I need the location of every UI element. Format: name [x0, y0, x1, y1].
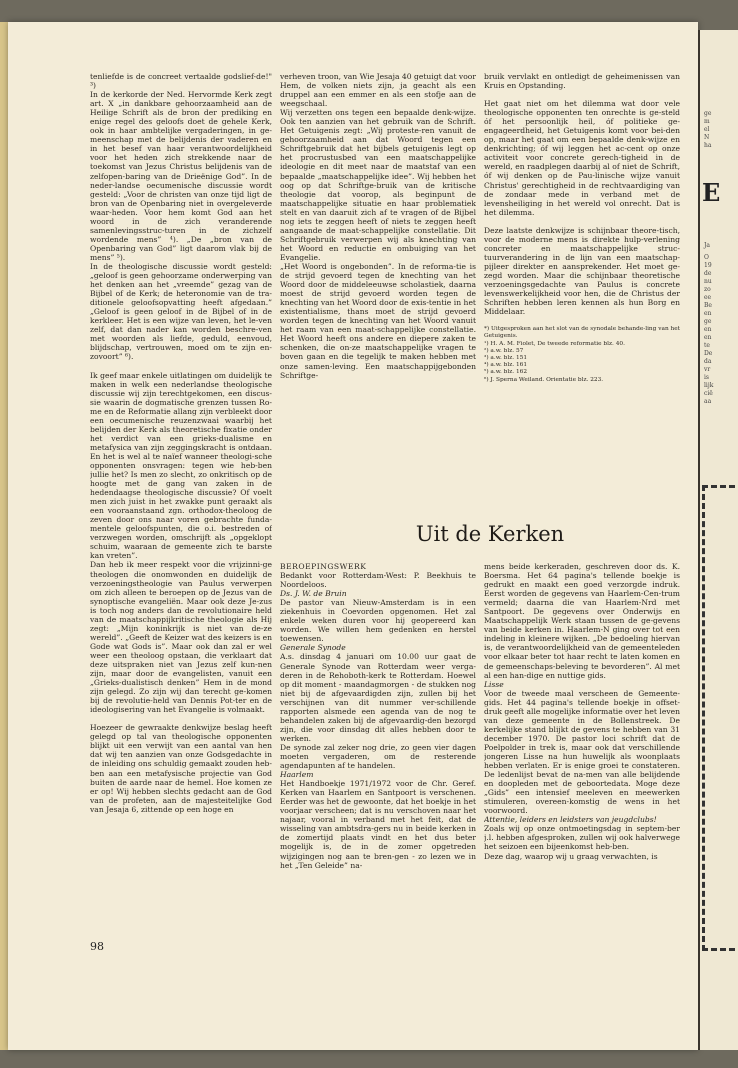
paragraph: „Het Woord is ongebonden”. In de reforma-tie is de strijd gevoerd tegen de knechting van het Woord door de middeleeuwse scholastiek, daarna moest de strijd gevoerd worden tegen de knechting van het Woord door de exis-tentie in het existentialisme, thans moet de strijd gevoerd worden tegen de knechting van het Woord vanuit het raam van een maat-schappelijke constellatie. Het Woord heeft ons andere en diepere zaken te schenken, die on-ze maatschappelijke vragen te boven gaan en die tegelijk te maken hebben met onze samen-leving. Een maatschappijgebonden Schriftge-: [280, 261, 476, 380]
text-fragment: ee: [704, 294, 712, 301]
paragraph: Deze laatste denkwijze is schijnbaar theore-tisch, voor de moderne mens is direkte hulp-verlening concreter en maatschappelijke struc-tuurverandering in de lijn van een maatschap-pijleer direkter en aansprekender. Het moet ge-zegd worden. Maar die schijnbaar theoretische verzoeningsgedachte van Paulus is concrete levenswerkelijkheid voor hen, die de Christus der Schriften hebben leren kennen als hun Borg en Middelaar.: [484, 225, 680, 317]
adjacent-page-edge: [698, 30, 738, 1050]
paragraph: Dan heb ik meer respekt voor die vrijzinni-ge theologen die onomwonden en duidelijk de verzoeningstheologie van Paulus verwerpen om zich alleen te beroepen op de Jezus van de synoptische evangeliën. Maar ook deze Je-zus is toch nog anders dan de revolutionaire held van de maatschappijkritische theologie als Hij zegt: „Mijn koninkrijk is niet van de-ze wereld”. „Geeft de Keizer wat des keizers is en Gode wat Gods is”. Maar ook dan zal er wel weer een theoloog opstaan, die verklaart dat deze uitspraken niet van Jezus zelf kun-nen zijn, maar door de evangelisten, vanuit een „Grieks-dualistisch denken” Hem in de mond zijn gelegd. Zo zijn wij dan terecht ge-komen bij de revolutie-held van Dennis Pot-ter en de ideologisering van het Evangelie is volmaakt.: [90, 560, 272, 715]
paragraph: In de kerkorde der Ned. Hervormde Kerk zegt art. X „in dankbare gehoorzaamheid aan de Heilige Schrift als de bron der prediking en enige regel des geloofs doet de gehele Kerk, ook in haar ambtelijke vergaderingen, in ge-meenschap met de belijdenis der vaderen en in het besef van haar verantwoordelijkheid voor het heden zich strekkende naar de toekomst van Jezus Christus belijdenis van de zelfopen-baring van de Drieënige God”. In de neder-landse oecumenische discussie wordt gesteld: „Voor de christen van onze tijd ligt de bron van de Openbaring niet in overgeleverde waar-heden. Voor hem komt God aan het woord in de zich veranderende samenlevingsstruc-turen in de zichzelf wordende mens” ⁴). „De „bron van de Openbaring van God” ligt daarom vlak bij de mens” ⁵).: [90, 90, 272, 262]
text-fragment: de: [704, 270, 712, 277]
text-fragment: De: [704, 350, 713, 357]
column-3: [484, 72, 680, 472]
text-fragment: en: [704, 326, 712, 333]
text-fragment: Ja: [704, 242, 710, 249]
footnote: ⁶) J. Sperna Weiland. Orientatie blz. 223.: [484, 376, 604, 383]
text-fragment: is: [704, 374, 709, 381]
paragraph: Voor de tweede maal verscheen de Gemeente-gids. Het 44 pagina's tellende boekje in offset-druk geeft alle mogelijke informatie over het leven van deze gemeente in de Bollenstreek. De kerkelijke stand blijkt de gevens te hebben van 31 december 1970. De pastor loci schrift dat de Poelpolder in trek is, maar ook dat verschillende jongeren Lisse na hun huwelijk als woonplaats hebben verlaten. Er is enige groei te constateren. De ledenlijst bevat de na-men van alle belijdende en doopleden met de geboortedata. Moge deze „Gids” een intensief meeleven en meewerken stimuleren, overeen-komstig de wens in het voorwoord.: [484, 688, 680, 816]
text-fragment: cië: [704, 390, 713, 397]
text-fragment: zo: [704, 286, 711, 293]
text-fragment: vr: [704, 366, 711, 373]
text-fragment: da: [704, 358, 712, 365]
paragraph: Zoals wij op onze ontmoetingsdag in septem-ber j.l. hebben afgesproken, zullen wij ook halverwege het seizoen een bijeenkomst heb-ben.: [484, 824, 680, 852]
column-2: [280, 72, 476, 472]
section-heading: BEROEPINGSWERK: [280, 562, 367, 571]
subheading: Generale Synode: [280, 643, 346, 653]
text-fragment: lijk: [704, 382, 714, 389]
column-5: [484, 562, 680, 934]
footnote: ³) a.w. blz. 151: [484, 354, 528, 361]
paragraph: Wij verzetten ons tegen een bepaalde denk-wijze. Ook ten aanzien van het gebruik van de Schrift. Het Getuigenis zegt: „Wij proteste-ren vanuit de gehoorzaamheid aan dat Woord tegen een Schriftgebruik dat het bijbels getuigenis legt op het procrustusbed van een maatschappelijke ideologie en dit meet naar de maatstaf van een bepaalde „maatschappelijke idee”. Wij hebben het oog op dat Schriftge-bruik van de kritische theologie dat voorop, als beginpunt de maatschappelijke situatie en haar problematiek stelt en van daaruit zich af te vragen of de Bijbel nog iets te zeggen heeft of niets te zeggen heeft aangaande de maat-schappelijke constellatie. Dit Schriftgebruik verwerpen wij als knechting van het Woord en reductie en ombuiging van het Evangelie.: [280, 108, 476, 262]
footnote: ²) a.w. blz. 57: [484, 347, 524, 354]
paragraph: Deze dag, waarop wij u graag verwachten, is: [484, 851, 658, 861]
text-fragment: N: [704, 134, 710, 141]
paragraph: De synode zal zeker nog drie, zo geen vier dagen moeten vergaderen, om de resterende agendapunten af te handelen.: [280, 742, 476, 771]
subheading: Haarlem: [280, 770, 314, 780]
subheading: Lisse: [484, 679, 504, 689]
footnote: ⁴) a.w. blz. 161: [484, 362, 528, 369]
footnote: ⁵) a.w. blz. 162: [484, 369, 528, 376]
paragraph: A.s. dinsdag 4 januari om 10.00 uur gaat de Generale Synode van Rotterdam weer verga-deren in de Rehoboth-kerk te Rotterdam. Hoewel op dit moment - maandagmorgen - de stukken nog niet bij de afgevaardigden zijn, zullen bij het verschijnen van dit nummer ver-schillende rapporten alsmede een agenda van de nog te behandelen zaken bij de afgevaardig-den bezorgd zijn, die voor dinsdag dit alles hebben door te werken.: [280, 652, 476, 743]
paragraph: Het gaat niet om het dilemma wat door vele theologische opponenten ten onrechte is ge-steld óf het persoonlijk heil, óf politieke ge-engageerdheid, het Getuigenis komt voor bei-den op, maar het gaat om een bepaalde denk-wijze en denkrichting; óf wij leggen het ac-cent op onze activiteit voor concrete gerech-tigheid in de wereld, en raadplegen daarbij al of niet de Schrift, óf wij denken op de Pau-linische wijze vanuit Christus' gerechtigheid in de rechtvaardiging van de zondaar mede in verband met de levensheiliging in het wereld vol onrecht. Dat is het dilemma.: [484, 99, 680, 217]
paragraph: bruik vervlakt en ontledigt de geheimenissen van Kruis en Opstanding.: [484, 72, 680, 91]
text-fragment: aa: [704, 398, 712, 405]
text-fragment: Be: [704, 302, 712, 309]
subheading: Ds. J. W. de Bruin: [280, 589, 347, 599]
text-fragment: en: [704, 310, 712, 317]
footnotes: [484, 326, 680, 384]
column-4: [280, 562, 476, 934]
page-number: 98: [90, 940, 104, 953]
paragraph: mens beide kerkeraden, geschreven door ds. K. Boersma. Het 64 pagina's tellende boekje is gedrukt en maakt een goed verzorgde indruk. Eerst worden de gegevens van Haarlem-Cen-trum vermeld; daarna die van Haarlem-Nrd met Santpoort. De gegevens over Onderwijs en Maatschappelijk Werk staan tussen de ge-gevens van beide kerken in. Haarlem-N ging over tot een indeling in kleinere wijken. „De bedoeling hiervan is, de verantwoordelijkheid van de gemeenteleden voor elkaar beter tot haar recht te laten komen en de gemeenschaps-beleving te bevorderen”. Al met al een han-dige en nuttige gids.: [484, 562, 680, 680]
text-fragment: nu: [704, 278, 712, 285]
section-title: Uit de Kerken: [415, 522, 565, 546]
paragraph: Bedankt voor Rotterdam-West: P. Beekhuis te Noordeloos.: [280, 571, 476, 590]
text-fragment: ge: [704, 318, 712, 325]
text-fragment: ha: [704, 142, 712, 149]
text-fragment: te: [704, 342, 710, 349]
paragraph: Hoezeer de gewraakte denkwijze beslag heeft gelegd op tal van theologische opponenten blijkt uit een verwijt van een aantal van hen dat wij ten aanzien van onze Godsgedachte in de inleiding ons schuldig gemaakt zouden heb-ben aan een metafysische projectie van God buiten de aarde naar de hemel. Hoe komen ze er op! Wij hebben slechts gedacht aan de God van de profeten, aan de majesteitelijke God van Jesaja 6, zittende op een hoge en: [90, 723, 272, 814]
subheading: Attentie, leiders en leidsters van jeugdclubs!: [484, 815, 657, 825]
footnote: *) Uitgesproken aan het slot van de synodale behande-ling van het Getuigenis.: [484, 326, 680, 340]
paragraph: In de theologische discussie wordt gesteld: „geloof is geen gehoorzame onderwerping van het denken aan het „vreemde” gezag van de Bijbel of de Kerk; de heteronomie van de tra-ditionele geloofsopvatting heeft afgedaan.” „Geloof is geen geloof in de Bijbel of in de kerkleer. Het is een wijze van leven, het le-ven zelf, dat dan nader kan worden beschre-ven met woorden als liefde, geduld, eenvoud, blijdschap, vertrouwen, moed om te zijn en-zovoort” ⁶).: [90, 261, 272, 362]
text-fragment: ge: [704, 110, 712, 117]
text-fragment: en: [704, 334, 712, 341]
paragraph: De pastor van Nieuw-Amsterdam is in een ziekenhuis in Coevorden opgenomen. Het zal enkele weken duren voor hij geopereerd kan worden. We willen hem gedenken en herstel toewensen.: [280, 598, 476, 644]
paragraph: tenliefde is de concreet vertaalde godslief-de!" ³): [90, 72, 272, 91]
text-fragment: m: [704, 118, 710, 125]
magazine-page: [8, 22, 698, 1050]
footnote: ¹) H. A. M. Fiolet, De tweede reformatie blz. 40.: [484, 340, 625, 347]
text-fragment: O: [704, 254, 709, 261]
paragraph: Het Handboekje 1971/1972 voor de Chr. Geref. Kerken van Haarlem en Santpoort is verschenen. Eerder was het de gewoonte, dat het boekje in het voorjaar verscheen; dat is nu verschoven naar het najaar, vooral in verband met het feit, dat de wisseling van ambtsdra-gers nu in beide kerken in de zomertijd plaats vindt en het dus beter mogelijk is, de in de zomer opgetreden wijzigingen nog aan te bren-gen - zo lezen we in het „Ten Geleide” na-: [280, 779, 476, 870]
paragraph: verheven troon, van Wie Jesaja 40 getuigt dat voor Hem, de volken niets zijn, ja geacht als een druppel aan een emmer en als een stofje aan de weegschaal.: [280, 72, 476, 109]
text-fragment: 19: [704, 262, 712, 269]
column-1: [90, 72, 272, 934]
page-edge: [0, 22, 8, 1050]
paragraph: Ik geef maar enkele uitlatingen om duidelijk te maken in welk een nederlandse theologische discussie wij zijn terechtgekomen, een discus-sie waarin de dogmatische grenzen tussen Ro-me en de Reformatie allang zijn verbleekt door een oecumenische reuzenzwaai waarbij het belijden der Kerk als theoretische fixatie onder het verdict van een grieks-dualisme en metafysica van zijn zeggingskracht is ontdaan. En het is wel al te naïef wanneer theologi-sche opponenten onsvragen: tegen wie heb-ben jullie het? Is men zo slecht, zo onkritisch op de hoogte met de gang van zaken in de hedendaagse theologische discussie? Of voelt men zich juist in het zwakke punt geraakt als een vooraanstaand zgn. orthodox-theoloog de zeven door ons naar voren gebrachte funda-mentele geloofspunten, die o.i. bestreden of verzwegen worden, omschrijft als „opgeklopt schuim, waaraan de gemeente zich te barste kan vreten”.: [90, 370, 272, 561]
bordered-box: [702, 485, 735, 951]
text-fragment: el: [704, 126, 710, 133]
text-fragment: E: [702, 178, 721, 207]
